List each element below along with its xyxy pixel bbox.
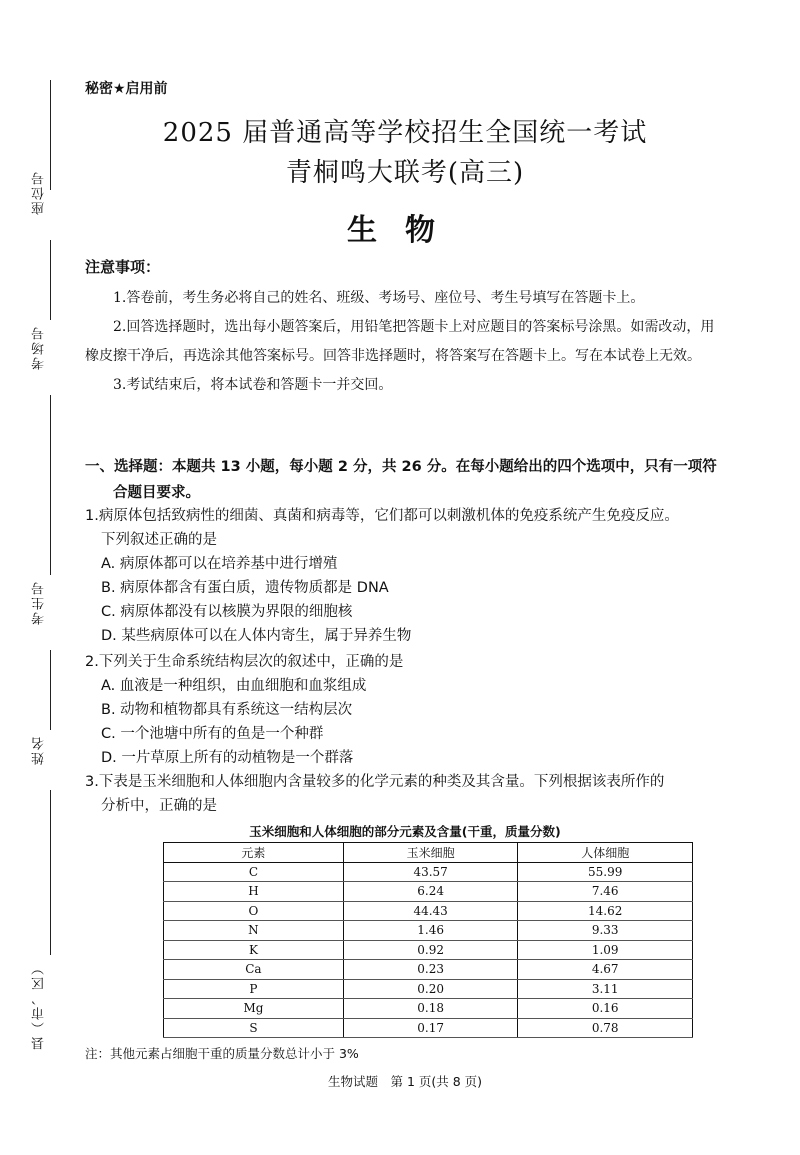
header-element: 元素 <box>164 843 344 863</box>
table-cell: P <box>164 979 344 999</box>
margin-line <box>50 395 51 575</box>
option-d: D. 一片草原上所有的动植物是一个群落 <box>101 750 354 766</box>
question-1 <box>85 504 745 648</box>
table-cell: 9.33 <box>518 921 693 941</box>
table-row <box>164 921 693 941</box>
question-stem: 3.下表是玉米细胞和人体细胞内含量较多的化学元素的种类及其含量。下列根据该表所作的 <box>85 774 665 790</box>
table-cell: 0.23 <box>343 960 518 980</box>
table-cell: K <box>164 940 344 960</box>
table-header-row <box>164 843 693 863</box>
option-b: B. 动物和植物都具有系统这一结构层次 <box>101 702 353 718</box>
question-stem: 1.病原体包括致病性的细菌、真菌和病毒等，它们都可以刺激机体的免疫系统产生免疫反应。 <box>85 508 679 524</box>
section-line: 一、选择题：本题共 13 小题，每小题 2 分，共 26 分。在每小题给出的四个选项中，只有一项符 <box>85 459 717 475</box>
table-row <box>164 901 693 921</box>
subject-title: 生物 <box>347 213 463 248</box>
table-cell: 55.99 <box>518 862 693 882</box>
table-cell: 44.43 <box>343 901 518 921</box>
secret-mark: 秘密★启用前 <box>85 81 168 97</box>
page-footer: 生物试题 第 1 页(共 8 页) <box>327 1074 483 1089</box>
table-row <box>164 882 693 902</box>
name-label: 姓名 <box>32 735 47 765</box>
table-cell: 7.46 <box>518 882 693 902</box>
margin-line <box>50 80 51 190</box>
question-stem: 分析中，正确的是 <box>101 798 217 814</box>
notice-item: 1.答卷前，考生务必将自己的姓名、班级、考场号、座位号、考生号填写在答题卡上。 <box>113 290 645 306</box>
table-cell: 0.18 <box>343 999 518 1019</box>
table-cell: 3.11 <box>518 979 693 999</box>
question-2 <box>85 650 745 770</box>
exam-title: 2025 届普通高等学校招生全国统一考试 <box>162 118 648 148</box>
seat-number-label: 座位号 <box>32 170 47 215</box>
exam-subtitle: 青桐鸣大联考(高三) <box>285 158 525 188</box>
margin-line <box>50 240 51 320</box>
table-row <box>164 999 693 1019</box>
table-row <box>164 1018 693 1038</box>
notice-heading: 注意事项： <box>85 258 161 276</box>
table-row <box>164 979 693 999</box>
table-cell: 43.57 <box>343 862 518 882</box>
table-cell: O <box>164 901 344 921</box>
table-row <box>164 960 693 980</box>
question-stem: 下列叙述正确的是 <box>101 532 217 548</box>
binding-margin <box>0 0 70 1155</box>
table-cell: 0.16 <box>518 999 693 1019</box>
table-note: 注：其他元素占细胞干重的质量分数总计小于 3% <box>85 1046 359 1061</box>
table-caption: 玉米细胞和人体细胞的部分元素及含量(干重，质量分数) <box>249 824 561 839</box>
table-cell: N <box>164 921 344 941</box>
header-corn: 玉米细胞 <box>343 843 518 863</box>
student-number-label: 考生号 <box>32 580 47 625</box>
section-heading <box>85 454 735 506</box>
table-cell: 0.17 <box>343 1018 518 1038</box>
table-cell: S <box>164 1018 344 1038</box>
table-cell: 1.46 <box>343 921 518 941</box>
table-cell: 1.09 <box>518 940 693 960</box>
exam-room-label: 考场号 <box>32 325 47 370</box>
question-3 <box>85 770 745 818</box>
notice-item: 3.考试结束后，将本试卷和答题卡一并交回。 <box>113 377 393 393</box>
table-cell: 0.20 <box>343 979 518 999</box>
margin-line <box>50 790 51 955</box>
option-d: D. 某些病原体可以在人体内寄生，属于异养生物 <box>101 628 412 644</box>
county-label: 县（市、区） <box>32 960 47 1050</box>
option-a: A. 病原体都可以在培养基中进行增殖 <box>101 556 338 572</box>
table-cell: 14.62 <box>518 901 693 921</box>
table-row <box>164 862 693 882</box>
option-c: C. 一个池塘中所有的鱼是一个种群 <box>101 726 324 742</box>
notice-item: 2.回答选择题时，选出每小题答案后，用铅笔把答题卡上对应题目的答案标号涂黑。如需改动，用橡皮擦干净后，再选涂其他答案标号。回答非选择题时，将答案写在答题卡上。写在本试卷上无效。 <box>85 319 715 364</box>
section-line: 合题目要求。 <box>113 485 200 501</box>
table-cell: 0.78 <box>518 1018 693 1038</box>
table-cell: 0.92 <box>343 940 518 960</box>
option-b: B. 病原体都含有蛋白质，遗传物质都是 DNA <box>101 580 389 596</box>
option-a: A. 血液是一种组织，由血细胞和血浆组成 <box>101 678 367 694</box>
table-row <box>164 940 693 960</box>
notice-list <box>85 284 725 400</box>
table-cell: 4.67 <box>518 960 693 980</box>
table-cell: 6.24 <box>343 882 518 902</box>
table-cell: H <box>164 882 344 902</box>
table-cell: C <box>164 862 344 882</box>
header-human: 人体细胞 <box>518 843 693 863</box>
element-table <box>163 842 693 1038</box>
option-c: C. 病原体都没有以核膜为界限的细胞核 <box>101 604 353 620</box>
question-stem: 2.下列关于生命系统结构层次的叙述中，正确的是 <box>85 654 404 670</box>
margin-line <box>50 650 51 730</box>
table-cell: Ca <box>164 960 344 980</box>
table-cell: Mg <box>164 999 344 1019</box>
